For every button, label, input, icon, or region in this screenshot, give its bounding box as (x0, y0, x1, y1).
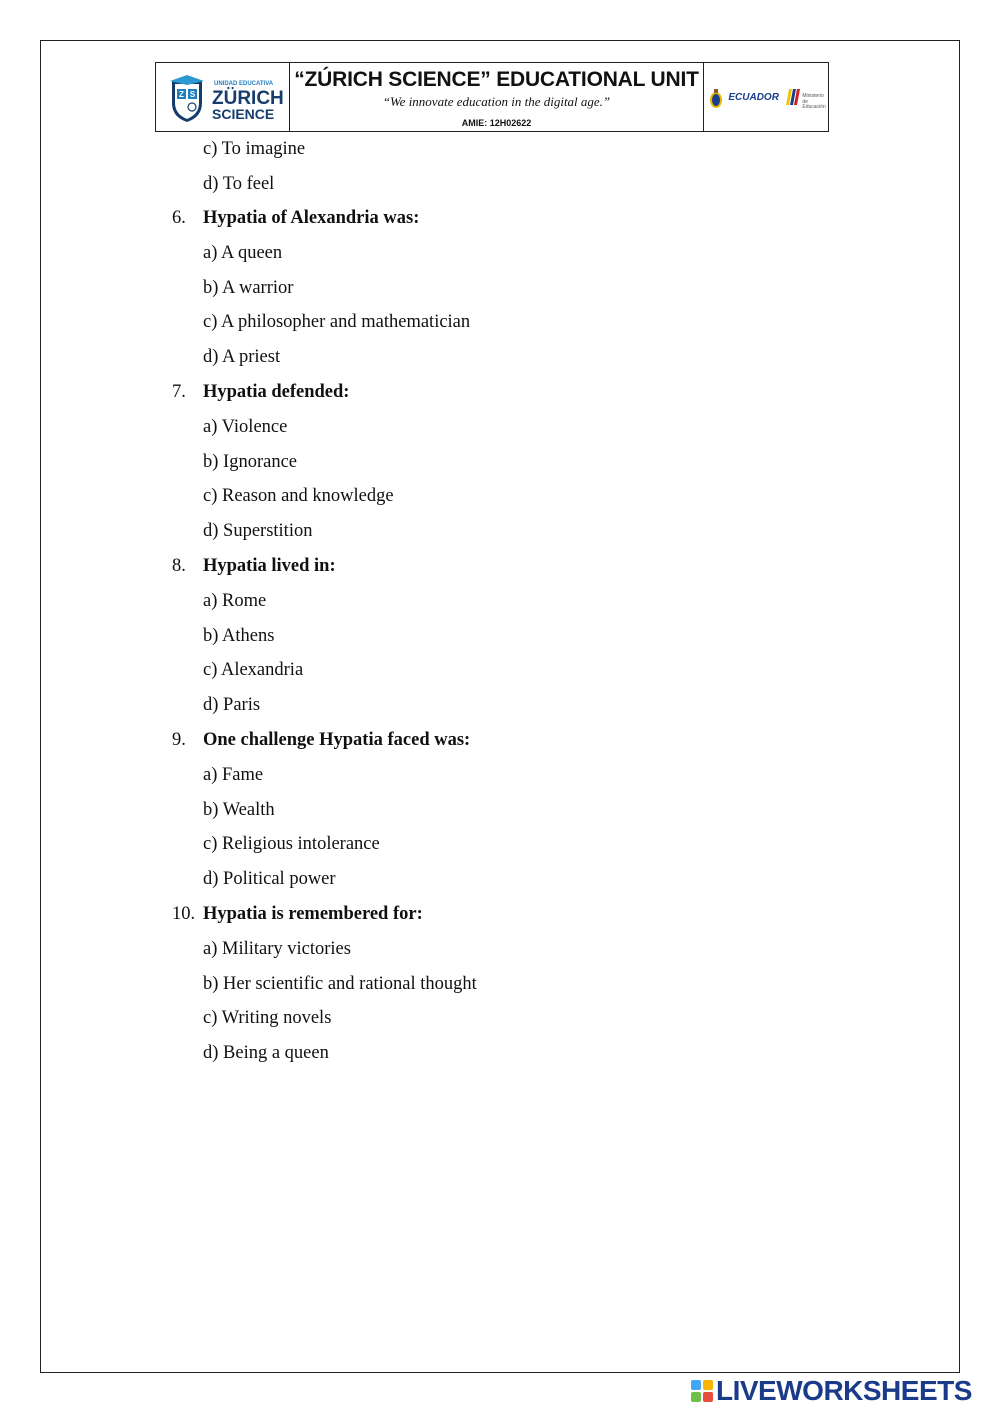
flag-stripes-icon (784, 89, 800, 105)
gov-ministry-text (802, 94, 828, 111)
answer-option: a) Violence (203, 417, 288, 437)
answer-option: b) Her scientific and rational thought (203, 974, 477, 994)
liveworksheets-brand: LIVEWORKSHEETS (716, 1375, 972, 1406)
svg-text:Z: Z (179, 90, 184, 99)
answer-option: b) Ignorance (203, 452, 297, 472)
gov-ministry-line2: de Educación (802, 98, 826, 110)
liveworksheets-icon (690, 1379, 714, 1403)
answer-option: a) A queen (203, 243, 283, 263)
government-logo (704, 63, 828, 131)
question-number: 7. (172, 382, 186, 402)
gov-ministry-line1: Ministerio (802, 93, 824, 99)
answer-option: b) A warrior (203, 278, 294, 298)
school-shield-icon (168, 75, 206, 123)
coat-of-arms-icon (708, 87, 724, 111)
question-number: 9. (172, 730, 186, 750)
question-number: 8. (172, 556, 186, 576)
answer-option: c) Religious intolerance (203, 834, 380, 854)
answer-option: b) Wealth (203, 800, 275, 820)
page-border (40, 40, 960, 1373)
svg-text:S: S (189, 90, 196, 99)
answer-option: c) To imagine (203, 139, 306, 159)
logo-subtitle: UNIDAD EDUCATIVA (214, 81, 274, 87)
school-motto: “We innovate education in the digital age.” (382, 94, 611, 109)
school-header (155, 62, 829, 132)
liveworksheets-logo[interactable] (690, 1376, 972, 1406)
school-logo (156, 63, 290, 131)
school-amie-code: AMIE: 12H02622 (461, 118, 532, 128)
answer-option: d) A priest (203, 347, 281, 367)
school-title: “ZÚRICH SCIENCE” EDUCATIONAL UNIT (294, 68, 699, 91)
question-number: 6. (172, 208, 186, 228)
question-number: 10. (172, 904, 196, 924)
question-text: Hypatia of Alexandria was: (203, 208, 420, 228)
answer-option: d) Being a queen (203, 1043, 329, 1063)
question-text: Hypatia lived in: (203, 556, 336, 576)
answer-option: c) Alexandria (203, 660, 304, 680)
answer-option: c) Reason and knowledge (203, 486, 394, 506)
answer-option: a) Fame (203, 765, 264, 785)
question-text: One challenge Hypatia faced was: (203, 730, 471, 750)
answer-option: d) Political power (203, 869, 336, 889)
gov-ecuador-text: ECUADOR (728, 92, 779, 103)
logo-word-zurich: ZÜRICH (212, 88, 284, 109)
answer-option: a) Military victories (203, 939, 351, 959)
answer-option: b) Athens (203, 626, 275, 646)
logo-word-science: SCIENCE (212, 106, 275, 122)
answer-option: a) Rome (203, 591, 267, 611)
question-text: Hypatia defended: (203, 382, 350, 402)
answer-option: c) Writing novels (203, 1008, 332, 1028)
question-text: Hypatia is remembered for: (203, 904, 423, 924)
school-title-cell (290, 63, 705, 131)
answer-option: d) To feel (203, 174, 275, 194)
answer-option: d) Paris (203, 695, 261, 715)
answer-option: c) A philosopher and mathematician (203, 312, 471, 332)
answer-option: d) Superstition (203, 521, 313, 541)
